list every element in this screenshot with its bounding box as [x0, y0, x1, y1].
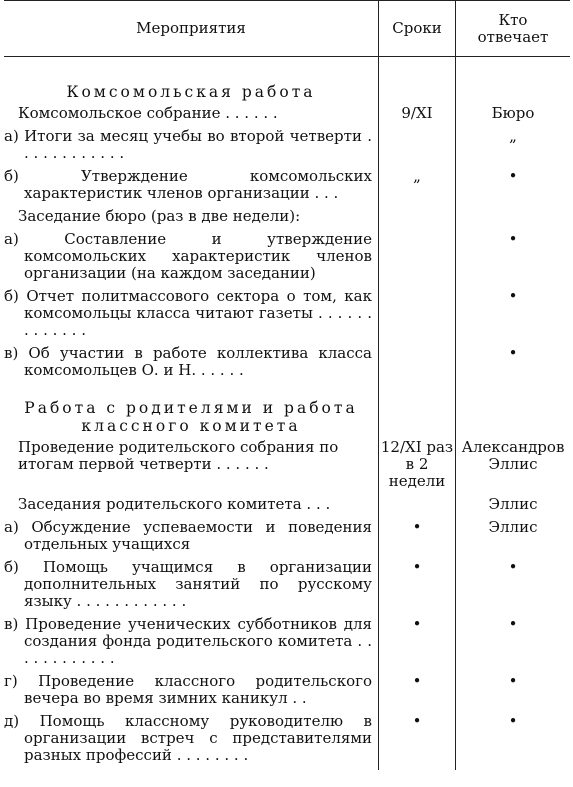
table-row — [4, 673, 570, 713]
date-cell: 9/XI — [401, 104, 433, 122]
activity-text: Комсомольское собрание . . . . . . — [18, 104, 278, 122]
section-header — [4, 385, 570, 439]
table-row — [4, 208, 570, 231]
activity-text: Проведение родительского собрания по итогам первой четверти . . . . . . — [18, 438, 339, 473]
table-row — [4, 616, 570, 673]
date-cell: • — [412, 615, 422, 633]
table-row — [4, 713, 570, 770]
activity-text: б) Отчет политмассового сектора о том, как комсомольцы класса читают газеты . . . . . . . . . . . . . — [4, 287, 372, 339]
table-row — [4, 559, 570, 616]
date-cell: 12/XI раз в 2 недели — [380, 438, 454, 490]
table-row — [4, 288, 570, 345]
header-row — [4, 1, 570, 57]
date-cell: „ — [413, 167, 421, 185]
activity-text: в) Проведение ученических субботников для создания фонда родительского комитета . . . . . . . . . . . . — [4, 615, 372, 667]
table-row — [4, 168, 570, 208]
date-cell: • — [412, 672, 422, 690]
responsible-cell: • — [508, 230, 518, 248]
table-row — [4, 439, 570, 496]
activity-text: а) Составление и утверждение комсомольских характеристик членов организации (на каждом заседании) — [4, 230, 372, 282]
section-title: Работа с родителями и работа классного комитета — [24, 399, 358, 435]
header-responsible: Кто отвечает — [456, 1, 571, 57]
activity-text: а) Обсуждение успеваемости и поведения отдельных учащихся — [4, 518, 372, 553]
date-cell: • — [412, 558, 422, 576]
date-cell: • — [412, 712, 422, 730]
activity-text: в) Об участии в работе коллектива класса комсомольцев О. и Н. . . . . . — [4, 344, 372, 379]
activity-text: г) Проведение классного родительского вечера во время зимних каникул . . — [4, 672, 372, 707]
date-cell: • — [412, 518, 422, 536]
table-row — [4, 231, 570, 288]
section-header — [4, 57, 570, 106]
responsible-cell: „ — [509, 127, 517, 145]
responsible-cell: • — [508, 167, 518, 185]
responsible-cell: • — [508, 558, 518, 576]
responsible-cell: • — [508, 344, 518, 362]
responsible-cell: • — [508, 712, 518, 730]
header-dates: Сроки — [379, 1, 456, 57]
table-row — [4, 519, 570, 559]
activity-text: б) Утверждение комсомольских характеристик членов организации . . . — [4, 167, 372, 202]
activity-text: Заседания родительского комитета . . . — [18, 495, 331, 513]
table-row — [4, 128, 570, 168]
header-activities: Мероприятия — [4, 1, 379, 57]
responsible-cell: • — [508, 672, 518, 690]
plan-table — [4, 0, 570, 770]
section-title: Комсомольская работа — [66, 83, 316, 101]
table-row — [4, 496, 570, 519]
responsible-cell: • — [508, 615, 518, 633]
responsible-cell: Эллис — [488, 495, 538, 513]
responsible-cell: Александров Эллис — [461, 438, 565, 473]
table-row — [4, 105, 570, 128]
activity-text: д) Помощь классному руководителю в организации встреч с представителями разных профессий . . . . . . . . — [4, 712, 372, 764]
activity-text: Заседание бюро (раз в две недели): — [18, 207, 301, 225]
responsible-cell: Бюро — [491, 104, 535, 122]
responsible-cell: Эллис — [488, 518, 538, 536]
activity-text: а) Итоги за месяц учебы во второй четверти . . . . . . . . . . . . — [4, 127, 372, 162]
activity-text: б) Помощь учащимся в организации дополнительных занятий по русскому языку . . . . . . . . . . . . — [4, 558, 372, 610]
responsible-cell: • — [508, 287, 518, 305]
table-row — [4, 345, 570, 385]
